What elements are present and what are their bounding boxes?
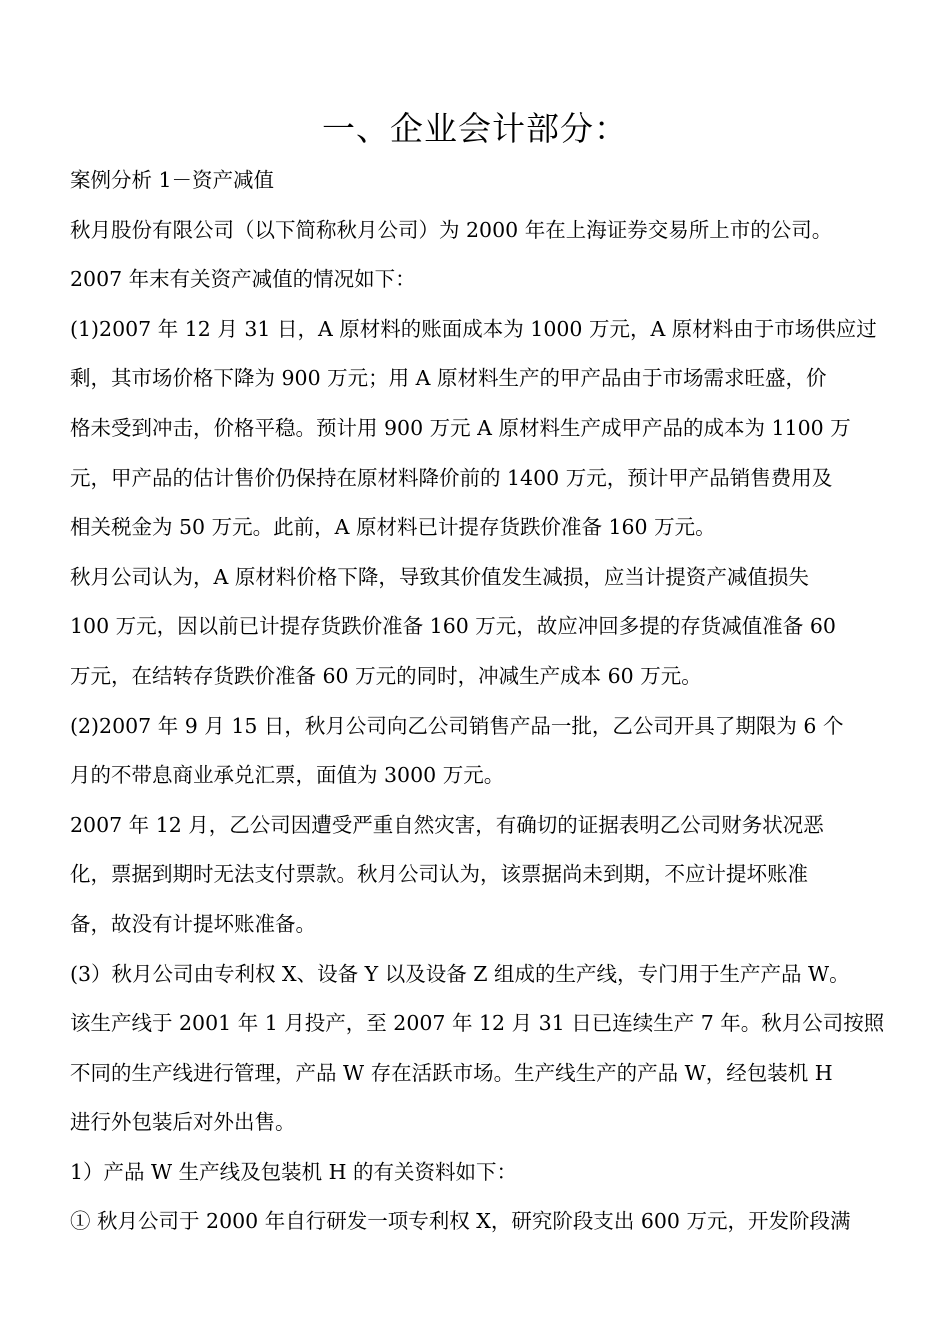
paragraph-line: 万元，在结转存货跌价准备 60 万元的同时，冲减生产成本 60 万元。 — [70, 663, 702, 688]
paragraph-line: 2007 年 12 月，乙公司因遭受严重自然灾害，有确切的证据表明乙公司财务状况恶 — [70, 812, 824, 837]
paragraph-line: 化，票据到期时无法支付票款。秋月公司认为，该票据尚未到期，不应计提坏账准 — [70, 862, 808, 887]
paragraph-line: 相关税金为 50 万元。此前，A 原材料已计提存货跌价准备 160 万元。 — [70, 515, 716, 540]
paragraph-line: 秋月公司认为，A 原材料价格下降，导致其价值发生减损，应当计提资产减值损失 — [70, 564, 809, 589]
paragraph-line: 进行外包装后对外出售。 — [70, 1110, 296, 1135]
document-body — [70, 156, 892, 1247]
paragraph-line: ① 秋月公司于 2000 年自行研发一项专利权 X，研究阶段支出 600 万元，开发阶段满 — [70, 1209, 851, 1234]
paragraph-line: (1)2007 年 12 月 31 日，A 原材料的账面成本为 1000 万元，A 原材料由于市场供应过 — [70, 316, 877, 341]
section-heading: 案例分析 1－资产减值 — [70, 168, 275, 192]
paragraph-line: 该生产线于 2001 年 1 月投产，至 2007 年 12 月 31 日已连续生产 7 年。秋月公司按照 — [70, 1011, 885, 1036]
paragraph-line: 剩，其市场价格下降为 900 万元；用 A 原材料生产的甲产品由于市场需求旺盛，价 — [70, 366, 827, 391]
paragraph-line: 100 万元，因以前已计提存货跌价准备 160 万元，故应冲回多提的存货减值准备 60 — [70, 614, 836, 639]
paragraph-line: 元，甲产品的估计售价仍保持在原材料降价前的 1400 万元，预计甲产品销售费用及 — [70, 465, 833, 490]
page-title: 一、企业会计部分： — [322, 109, 628, 148]
paragraph-line: 1）产品 W 生产线及包装机 H 的有关资料如下： — [70, 1159, 518, 1184]
paragraph-line: 秋月股份有限公司（以下简称秋月公司）为 2000 年在上海证券交易所上市的公司。 — [70, 217, 833, 242]
paragraph-line: 2007 年末有关资产减值的情况如下： — [70, 267, 416, 292]
paragraph-line: 备，故没有计提坏账准备。 — [70, 911, 316, 936]
paragraph-line: (2)2007 年 9 月 15 日，秋月公司向乙公司销售产品一批，乙公司开具了期限为 6 个 — [70, 713, 844, 738]
paragraph-line: 格未受到冲击，价格平稳。预计用 900 万元 A 原材料生产成甲产品的成本为 1100 万 — [70, 415, 851, 440]
paragraph-line: 月的不带息商业承兑汇票，面值为 3000 万元。 — [70, 763, 505, 788]
paragraph-line: (3）秋月公司由专利权 X、设备 Y 以及设备 Z 组成的生产线，专门用于生产产品 W。 — [70, 961, 850, 986]
paragraph-line: 不同的生产线进行管理，产品 W 存在活跃市场。生产线生产的产品 W，经包装机 H — [70, 1060, 833, 1085]
